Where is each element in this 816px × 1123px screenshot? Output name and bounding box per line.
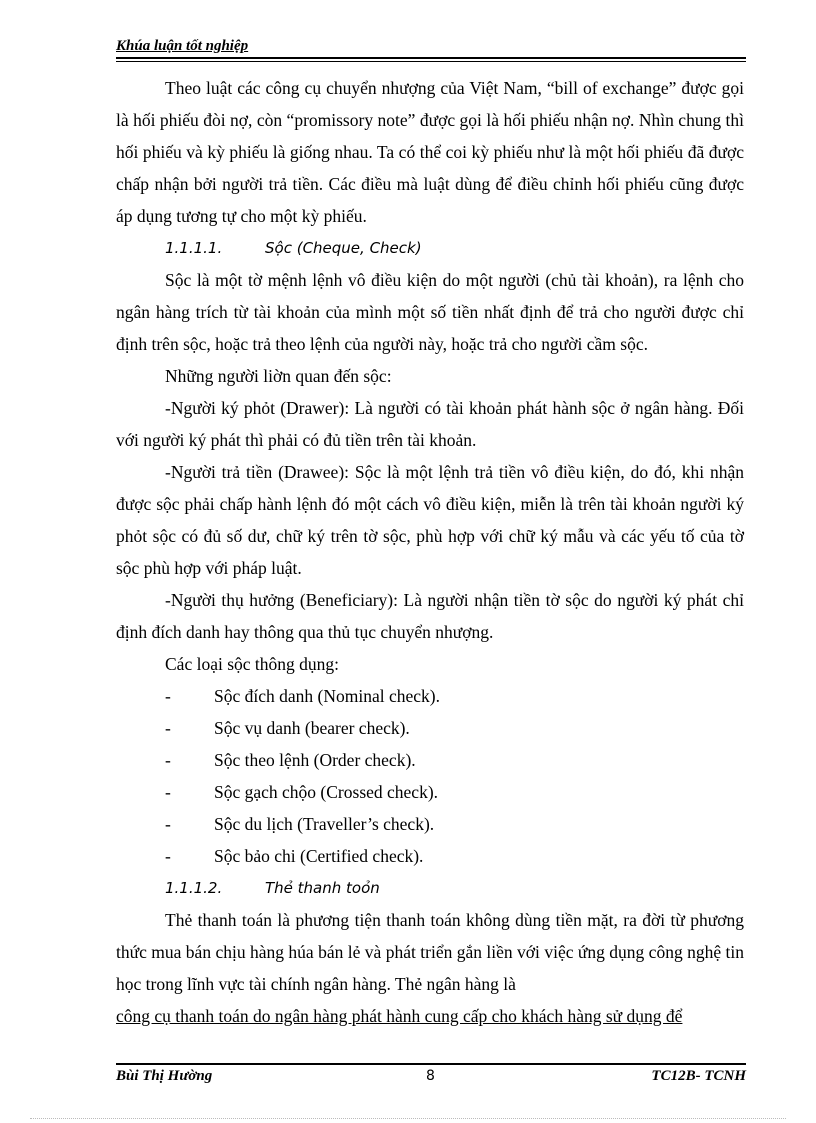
bullet-drawee — [116, 456, 744, 584]
bullet-drawer — [116, 392, 744, 456]
bullet-dash: - — [165, 590, 171, 610]
bullet-dash: - — [165, 782, 171, 802]
section-title: Thẻ thanh toỏn — [265, 879, 380, 897]
list-item — [116, 840, 744, 872]
footer-class: TC12B- TCNH — [651, 1068, 746, 1084]
section-title: Sộc (Cheque, Check) — [265, 239, 422, 257]
list-item — [116, 712, 744, 744]
paragraph-5-last-line: công cụ thanh toán do ngân hàng phát hành cung cấp cho khách hàng sử dụng để — [116, 1006, 683, 1026]
paragraph-2: Sộc là một tờ mệnh lệnh vô điều kiện do một người (chủ tài khoản), ra lệnh cho ngân hàng trích từ tài khoản của mình một số tiền nhất định để trả cho người được chỉ định trên sộc, hoặc trả theo lệnh của người này, hoặc trả cho người cầm sộc. — [116, 270, 744, 354]
footer-rule — [116, 1063, 746, 1065]
list-item — [116, 776, 744, 808]
list-item — [116, 680, 744, 712]
footer-author: Bùi Thị Hường — [116, 1068, 213, 1084]
bullet-dash: - — [165, 814, 171, 834]
section-heading-2 — [116, 872, 744, 904]
bullet-beneficiary — [116, 584, 744, 648]
list-item-text: Sộc du lịch (Traveller’s check). — [214, 814, 435, 834]
bullet-dash: - — [165, 462, 171, 482]
list-item — [116, 744, 744, 776]
list-item-text: Sộc vụ danh (bearer check). — [214, 718, 410, 738]
list-item-text: Sộc bảo chi (Certified check). — [214, 846, 424, 866]
paragraph-5: Thẻ thanh toán là phương tiện thanh toán không dùng tiền mặt, ra đời từ phương thức mua bán chịu hàng húa bán lẻ và phát triển gắn liền với việc ứng dụng công nghệ tin học trong lĩnh vực tài chính ngân hàng. Thẻ ngân hàng là — [116, 910, 744, 994]
header-rule-thin — [116, 61, 746, 62]
bullet-text: Người ký phỏt (Drawer): Là người có tài khoản phát hành sộc ở ngân hàng. Đối với người ký phát thì phải có đủ tiền trên tài khoản. — [116, 398, 744, 450]
bullet-text: Người trả tiền (Drawee): Sộc là một lệnh trả tiền vô điều kiện, do đó, khi nhận được sộc phải chấp hành lệnh đó một cách vô điều kiện, miễn là trên tài khoản người ký phỏt sộc có đủ số dư, chữ ký trên tờ sộc, phù hợp với chữ ký mẫu và các yếu tố của tờ sộc phù hợp với pháp luật. — [116, 462, 744, 578]
paragraph-1: Theo luật các công cụ chuyển nhượng của Việt Nam, “bill of exchange” được gọi là hối phiếu đòi nợ, còn “promissory note” được gọi là hối phiếu nhận nợ. Nhìn chung thì hối phiếu và kỳ phiếu là giống nhau. Ta có thể coi kỳ phiếu như là một hối phiếu đã được chấp nhận bởi người trả tiền. Các điều mà luật dùng để điều chỉnh hối phiếu cũng được áp dụng tương tự cho một kỳ phiếu. — [116, 78, 744, 226]
paragraph-4: Các loại sộc thông dụng: — [165, 654, 340, 674]
document-body — [116, 72, 744, 1032]
list-item-text: Sộc gạch chộo (Crossed check). — [214, 782, 439, 802]
bullet-text: Người thụ hưởng (Beneficiary): Là người nhận tiền tờ sộc do người ký phát chỉ định đích danh hay thông qua thủ tục chuyển nhượng. — [116, 590, 744, 642]
section-number: 1.1.1.2. — [165, 879, 223, 897]
bullet-dash: - — [165, 846, 171, 866]
section-heading-1 — [116, 232, 744, 264]
paragraph-3: Những người liờn quan đến sộc: — [165, 366, 392, 386]
section-number: 1.1.1.1. — [165, 239, 223, 257]
list-item-text: Sộc đích danh (Nominal check). — [214, 686, 440, 706]
page-number: 8 — [426, 1068, 435, 1084]
bullet-dash: - — [165, 750, 171, 770]
header-title: Khúa luận tốt nghiệp — [116, 38, 249, 54]
list-item — [116, 808, 744, 840]
bullet-dash: - — [165, 718, 171, 738]
header-rule-thick — [116, 57, 746, 59]
bullet-dash: - — [165, 398, 171, 418]
bullet-dash: - — [165, 686, 171, 706]
page-edge-dotted — [30, 1118, 786, 1119]
list-item-text: Sộc theo lệnh (Order check). — [214, 750, 416, 770]
